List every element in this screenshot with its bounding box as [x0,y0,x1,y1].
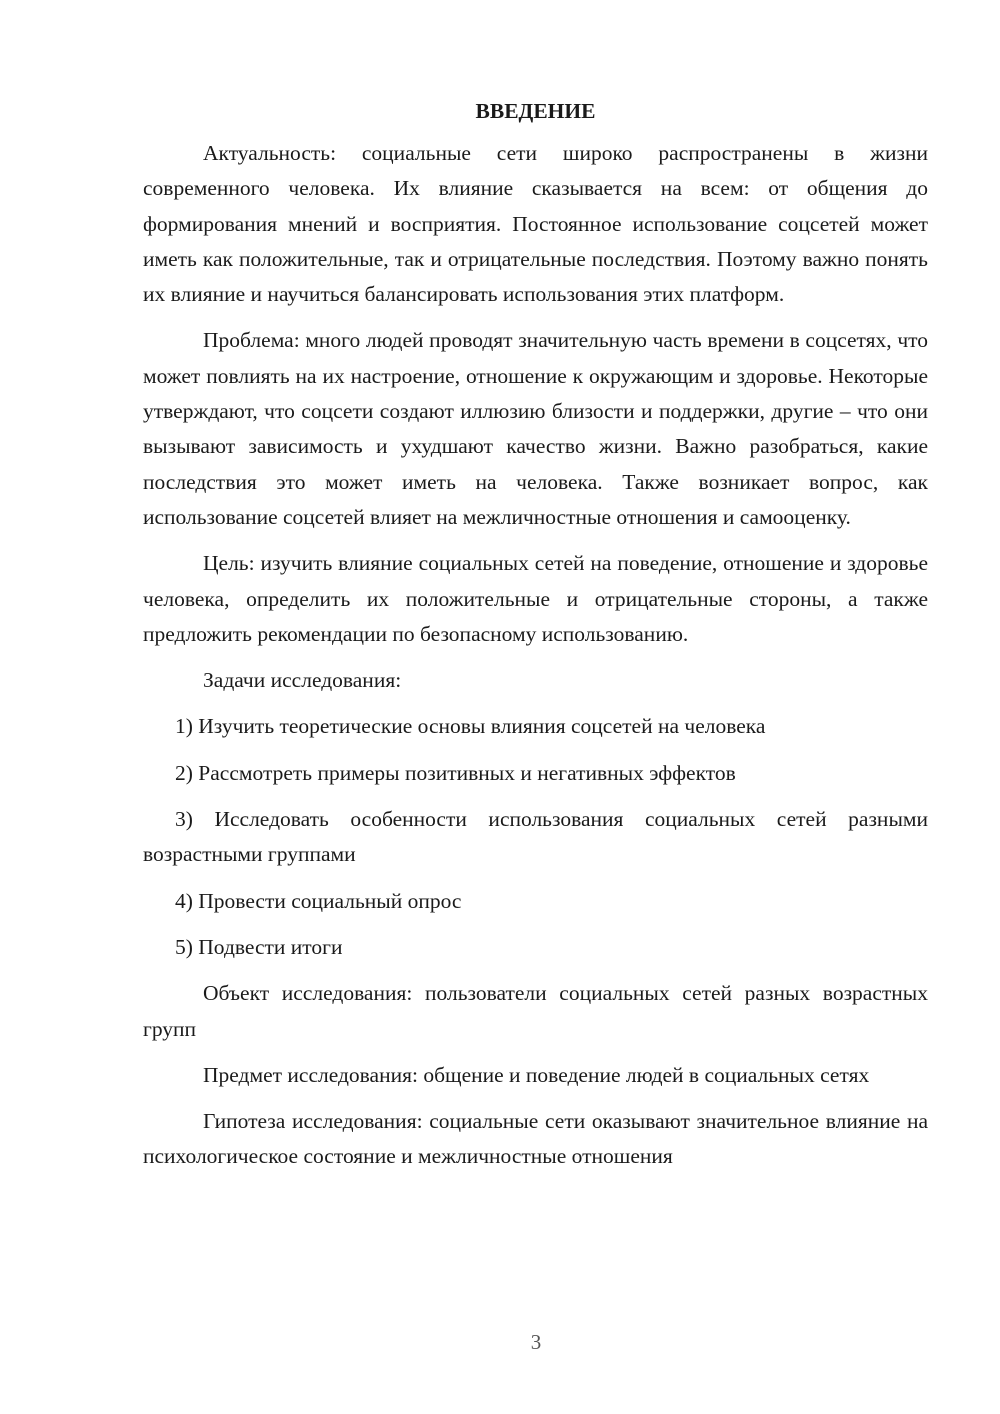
goal-paragraph: Цель: изучить влияние социальных сетей на поведение, отношение и здоровье человека, определить их положительные и отрицательные стороны, а также предложить рекомендации по безопасному использованию. [143,551,928,646]
object-paragraph: Объект исследования: пользователи социальных сетей разных возрастных групп [143,981,928,1041]
hypothesis-paragraph: Гипотеза исследования: социальные сети оказывают значительное влияние на психологическое состояние и межличностные отношения [143,1109,928,1169]
task-item: 2) Рассмотреть примеры позитивных и негативных эффектов [175,760,736,785]
problem-paragraph: Проблема: много людей проводят значительную часть времени в соцсетях, что может повлиять на их настроение, отношение к окружающим и здоровье. Некоторые утверждают, что соцсети создают иллюзию близости и поддержки, другие – что они вызывают зависимость и ухудшают качество жизни. Важно разобраться, какие последствия это может иметь на человека. Также возникает вопрос, как использование соцсетей влияет на межличностные отношения и самооценку. [143,328,928,529]
relevance-paragraph: Актуальность: социальные сети широко распространены в жизни современного человека. Их влияние сказывается на всем: от общения до формирования мнений и восприятия. Постоянное использование соцсетей может иметь как положительные, так и отрицательные последствия. Поэтому важно понять их влияние и научиться балансировать использования этих платформ. [143,141,928,307]
subject-paragraph: Предмет исследования: общение и поведение людей в социальных сетях [203,1062,870,1087]
tasks-heading: Задачи исследования: [203,668,402,693]
task-item: 3) Исследовать особенности использования социальных сетей разными возрастными группами [143,807,928,867]
task-item: 5) Подвести итоги [175,934,343,959]
task-item: 1) Изучить теоретические основы влияния соцсетей на человека [175,714,766,739]
task-item: 4) Провести социальный опрос [175,888,462,913]
page-content [143,96,928,1175]
section-title: ВВЕДЕНИЕ [475,99,596,123]
page-number: 3 [530,1330,542,1354]
